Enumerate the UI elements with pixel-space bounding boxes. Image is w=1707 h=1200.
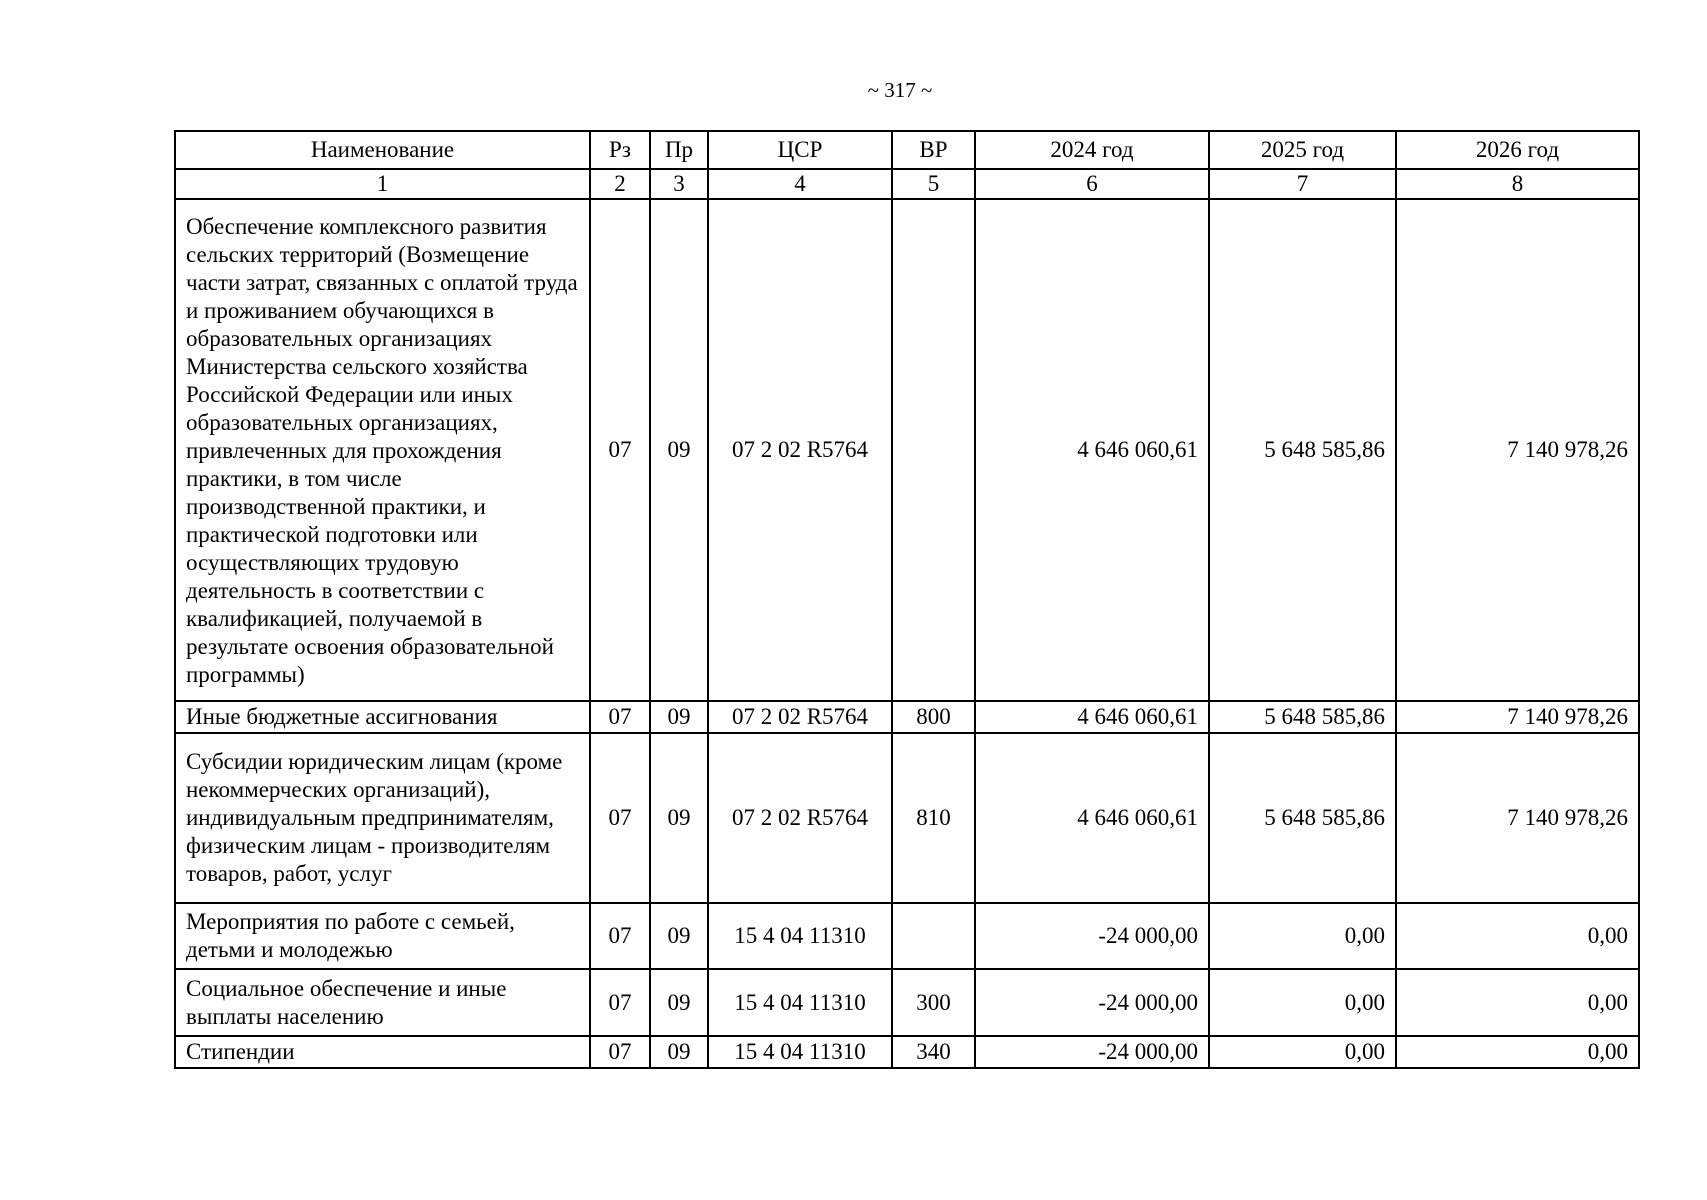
row-csr: 15 4 04 11310 bbox=[708, 1036, 892, 1068]
page-number: ~ 317 ~ bbox=[867, 78, 933, 102]
row-amount-2024: 4 646 060,61 bbox=[975, 733, 1209, 903]
table-row bbox=[175, 701, 1639, 733]
row-pr: 09 bbox=[650, 1036, 708, 1068]
table-row bbox=[175, 969, 1639, 1036]
header-2025: 2025 год bbox=[1209, 131, 1396, 169]
row-amount-2025: 0,00 bbox=[1209, 903, 1396, 969]
row-vr: 810 bbox=[892, 733, 975, 903]
row-amount-2025: 0,00 bbox=[1209, 969, 1396, 1036]
column-number: 4 bbox=[708, 169, 892, 199]
column-number: 8 bbox=[1396, 169, 1639, 199]
row-amount-2026: 7 140 978,26 bbox=[1396, 199, 1639, 701]
row-vr: 340 bbox=[892, 1036, 975, 1068]
table-row bbox=[175, 199, 1639, 701]
row-amount-2026: 0,00 bbox=[1396, 903, 1639, 969]
row-amount-2026: 0,00 bbox=[1396, 969, 1639, 1036]
row-amount-2025: 5 648 585,86 bbox=[1209, 701, 1396, 733]
column-number: 1 bbox=[175, 169, 590, 199]
row-amount-2025: 5 648 585,86 bbox=[1209, 199, 1396, 701]
budget-table bbox=[174, 130, 1640, 1069]
row-csr: 07 2 02 R5764 bbox=[708, 199, 892, 701]
row-csr: 15 4 04 11310 bbox=[708, 969, 892, 1036]
header-csr: ЦСР bbox=[708, 131, 892, 169]
row-name: Социальное обеспечение и иные выплаты населению bbox=[175, 969, 590, 1036]
row-rz: 07 bbox=[590, 969, 650, 1036]
row-pr: 09 bbox=[650, 199, 708, 701]
column-number: 3 bbox=[650, 169, 708, 199]
column-number: 7 bbox=[1209, 169, 1396, 199]
header-rz: Рз bbox=[590, 131, 650, 169]
column-number-row bbox=[175, 169, 1639, 199]
row-name: Иные бюджетные ассигнования bbox=[175, 701, 590, 733]
row-rz: 07 bbox=[590, 903, 650, 969]
row-rz: 07 bbox=[590, 199, 650, 701]
column-number: 5 bbox=[892, 169, 975, 199]
row-vr: 300 bbox=[892, 969, 975, 1036]
column-number: 6 bbox=[975, 169, 1209, 199]
column-number: 2 bbox=[590, 169, 650, 199]
row-csr: 07 2 02 R5764 bbox=[708, 701, 892, 733]
table-body bbox=[175, 169, 1639, 1068]
row-amount-2024: 4 646 060,61 bbox=[975, 701, 1209, 733]
row-amount-2024: -24 000,00 bbox=[975, 969, 1209, 1036]
table-header bbox=[175, 131, 1639, 169]
row-name: Субсидии юридическим лицам (кроме некоммерческих организаций), индивидуальным предпринимателям, физическим лицам - производителям товаров, работ, услуг bbox=[175, 733, 590, 903]
row-name: Мероприятия по работе с семьей, детьми и молодежью bbox=[175, 903, 590, 969]
row-amount-2024: -24 000,00 bbox=[975, 1036, 1209, 1068]
header-vr: ВР bbox=[892, 131, 975, 169]
row-rz: 07 bbox=[590, 1036, 650, 1068]
row-rz: 07 bbox=[590, 701, 650, 733]
row-pr: 09 bbox=[650, 903, 708, 969]
row-rz: 07 bbox=[590, 733, 650, 903]
row-csr: 07 2 02 R5764 bbox=[708, 733, 892, 903]
header-pr: Пр bbox=[650, 131, 708, 169]
row-vr bbox=[892, 199, 975, 701]
row-amount-2025: 5 648 585,86 bbox=[1209, 733, 1396, 903]
row-amount-2024: -24 000,00 bbox=[975, 903, 1209, 969]
row-vr bbox=[892, 903, 975, 969]
table-row bbox=[175, 733, 1639, 903]
row-amount-2024: 4 646 060,61 bbox=[975, 199, 1209, 701]
row-pr: 09 bbox=[650, 701, 708, 733]
row-pr: 09 bbox=[650, 733, 708, 903]
row-amount-2026: 7 140 978,26 bbox=[1396, 733, 1639, 903]
row-csr: 15 4 04 11310 bbox=[708, 903, 892, 969]
row-amount-2025: 0,00 bbox=[1209, 1036, 1396, 1068]
row-amount-2026: 0,00 bbox=[1396, 1036, 1639, 1068]
row-vr: 800 bbox=[892, 701, 975, 733]
header-2024: 2024 год bbox=[975, 131, 1209, 169]
row-pr: 09 bbox=[650, 969, 708, 1036]
row-name: Обеспечение комплексного развития сельских территорий (Возмещение части затрат, связанных с оплатой труда и проживанием обучающихся в образовательных организациях Министерства сельского хозяйства Российской Федерации или иных образовательных организациях, привлеченных для прохождения практики, в том числе производственной практики, и практической подготовки или осуществляющих трудовую деятельность в соответствии с квалификацией, получаемой в результате освоения образовательной программы) bbox=[175, 199, 590, 701]
header-2026: 2026 год bbox=[1396, 131, 1639, 169]
row-amount-2026: 7 140 978,26 bbox=[1396, 701, 1639, 733]
table-row bbox=[175, 1036, 1639, 1068]
header-row bbox=[175, 131, 1639, 169]
header-name: Наименование bbox=[175, 131, 590, 169]
row-name: Стипендии bbox=[175, 1036, 590, 1068]
table-row bbox=[175, 903, 1639, 969]
